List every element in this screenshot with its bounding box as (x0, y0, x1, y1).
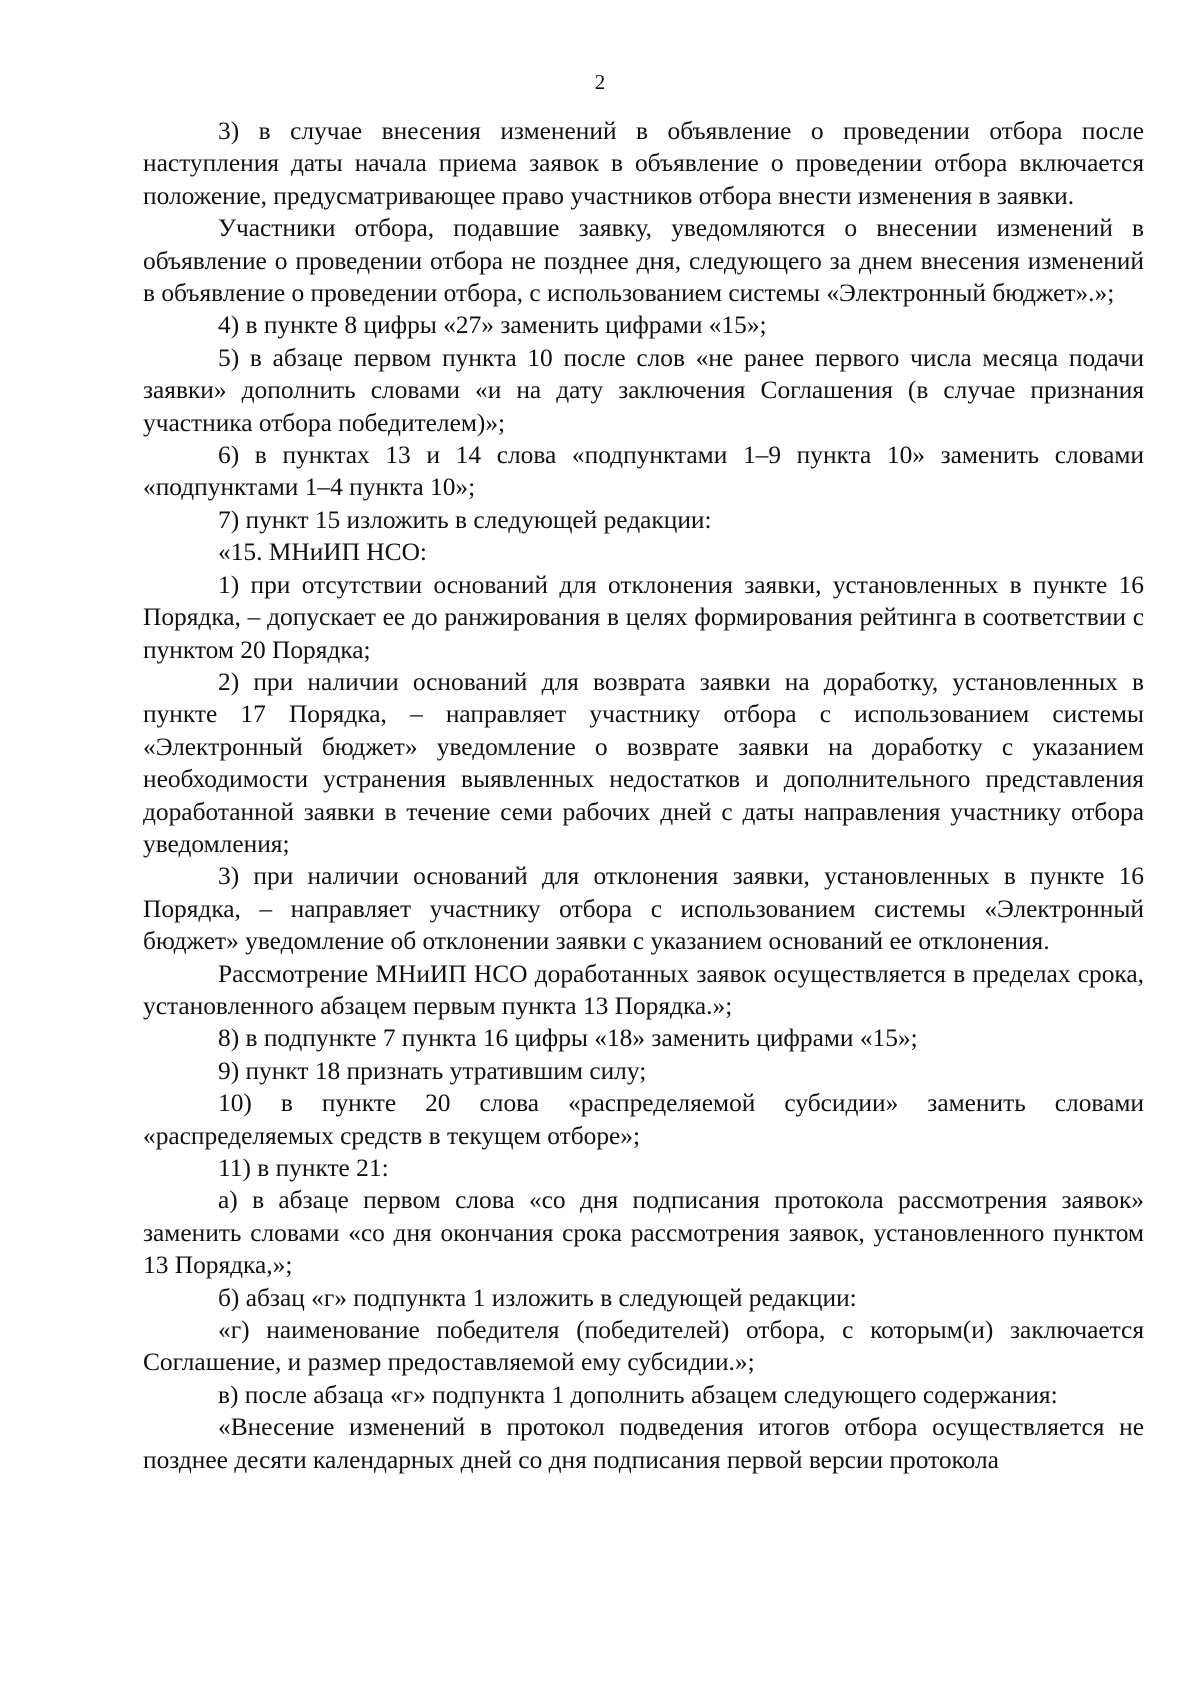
paragraph-item-11-v: в) после абзаца «г» подпункта 1 дополнить абзацем следующего содержания: (218, 1380, 1058, 1409)
paragraph-participants-notification: Участники отбора, подавшие заявку, уведомляются о внесении изменений в объявление о проведении отбора не позднее дня, следующего за днем внесения изменений в объявление о проведении отбора, с использованием системы «Электронный бюджет».»; (143, 214, 1144, 308)
paragraph-review-of-revised-applications: Рассмотрение МНиИП НСО доработанных заявок осуществляется в пределах срока, установленного абзацем первым пункта 13 Порядка.»; (143, 959, 1144, 1020)
paragraph-point-15-subitem-2: 2) при наличии оснований для возврата заявки на доработку, установленных в пункте 17 Порядка, – направляет участнику отбора с использованием системы «Электронный бюджет» уведомление о возврате заявки на доработку с указанием необходимости устранения выявленных недостатков и дополнительного представления доработанной заявки в течение семи рабочих дней с даты направления участнику отбора уведомления; (143, 667, 1144, 858)
paragraph-item-3-changes-announcement: 3) в случае внесения изменений в объявление о проведении отбора после наступления даты начала приема заявок в объявление о проведении отбора включается положение, предусматривающее право участников отбора внести изменения в заявки. (143, 117, 1144, 210)
paragraph-point-15-heading: «15. МНиИП НСО: (218, 538, 427, 567)
paragraph-item-11-b-text: «г) наименование победителя (победителей) отбора, с которым(и) заключается Соглашение, и размер предоставляемой ему субсидии.»; (143, 1316, 1144, 1377)
paragraph-item-11: 11) в пункте 21: (218, 1154, 389, 1182)
paragraph-item-8: 8) в подпункте 7 пункта 16 цифры «18» заменить цифрами «15»; (218, 1024, 918, 1053)
paragraph-item-7: 7) пункт 15 изложить в следующей редакции: (218, 505, 712, 534)
paragraph-item-6: 6) в пунктах 13 и 14 слова «подпунктами 1–9 пункта 10» заменить словами «подпунктами 1–4 пункта 10»; (143, 441, 1144, 502)
paragraph-point-15-subitem-3: 3) при наличии оснований для отклонения заявки, установленных в пункте 16 Порядка, – направляет участнику отбора с использованием системы «Электронный бюджет» уведомление об отклонении заявки с указанием оснований ее отклонения. (143, 862, 1144, 956)
document-body (143, 115, 1144, 1476)
paragraph-protocol-amendments: «Внесение изменений в протокол подведения итогов отбора осуществляется не позднее десяти календарных дней со дня подписания первой версии протокола (143, 1413, 1144, 1474)
paragraph-point-15-subitem-1: 1) при отсутствии оснований для отклонения заявки, установленных в пункте 16 Порядка, – допускает ее до ранжирования в целях формирования рейтинга в соответствии с пунктом 20 Порядка; (143, 570, 1144, 664)
paragraph-item-4: 4) в пункте 8 цифры «27» заменить цифрами «15»; (218, 311, 767, 340)
paragraph-item-11-a: а) в абзаце первом слова «со дня подписания протокола рассмотрения заявок» заменить словами «со дня окончания срока рассмотрения заявок, установленного пунктом 13 Порядка,»; (143, 1186, 1144, 1280)
page-number: 2 (594, 70, 606, 94)
paragraph-item-11-b: б) абзац «г» подпункта 1 изложить в следующей редакции: (218, 1283, 857, 1312)
paragraph-item-5: 5) в абзаце первом пункта 10 после слов «не ранее первого числа месяца подачи заявки» дополнить словами «и на дату заключения Соглашения (в случае признания участника отбора победителем)»; (143, 343, 1144, 437)
paragraph-item-9: 9) пункт 18 признать утратившим силу; (218, 1056, 647, 1085)
paragraph-item-10: 10) в пункте 20 слова «распределяемой субсидии» заменить словами «распределяемых средств в текущем отборе»; (143, 1089, 1144, 1150)
